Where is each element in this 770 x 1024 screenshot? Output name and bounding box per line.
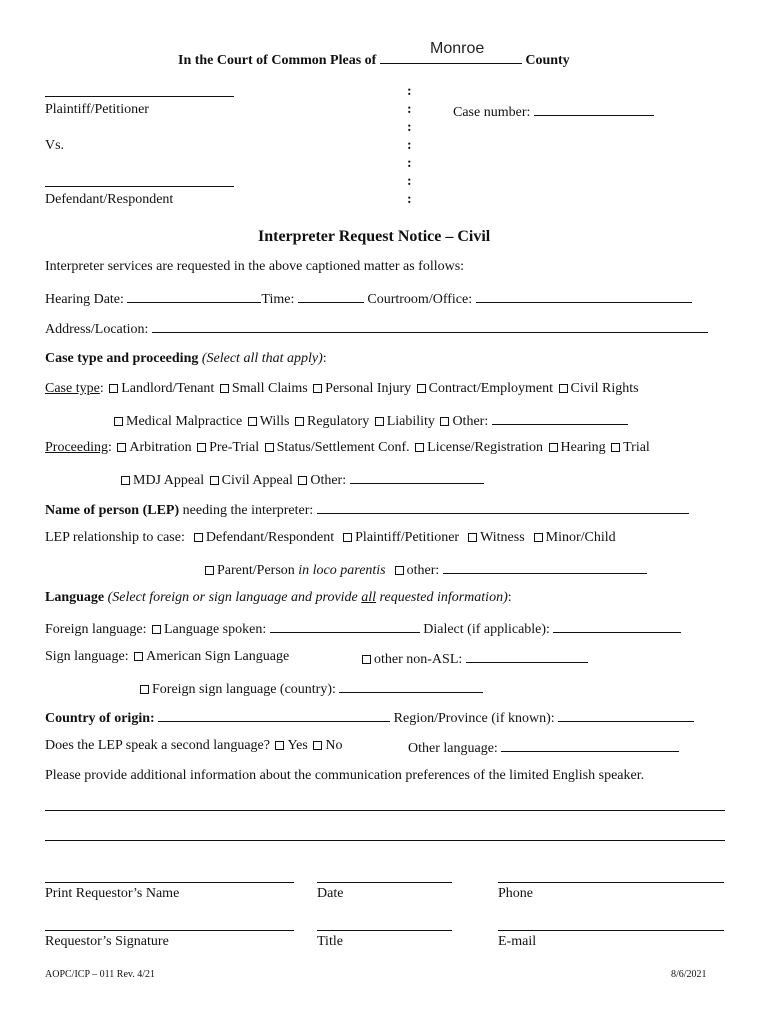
other-language-field[interactable]: [501, 738, 679, 752]
checkbox[interactable]: [298, 476, 307, 485]
checkbox[interactable]: [611, 443, 620, 452]
option-parent-italic: in loco parentis: [298, 563, 386, 578]
foreign-language-row: [45, 619, 681, 638]
proceeding-row1: [45, 440, 650, 456]
footer-date: 8/6/2021: [671, 969, 707, 980]
checkbox[interactable]: [362, 655, 371, 664]
checkbox[interactable]: [109, 384, 118, 393]
hearing-date-label: Hearing Date:: [45, 292, 124, 307]
language-note-colon: :: [507, 590, 512, 605]
title-label: Title: [317, 934, 343, 949]
option-liability: Liability: [386, 414, 435, 429]
option-relationship-other: other:: [406, 563, 440, 578]
colon-mark: :: [407, 102, 412, 117]
courtroom-field[interactable]: [476, 289, 692, 303]
option-arbitration: Arbitration: [129, 440, 192, 455]
checkbox[interactable]: [295, 417, 304, 426]
language-spoken-field[interactable]: [270, 619, 420, 633]
address-field[interactable]: [152, 319, 708, 333]
case-number: [453, 102, 654, 121]
colon-mark: :: [407, 174, 412, 189]
foreign-sign-field[interactable]: [339, 679, 483, 693]
additional-info-text: Please provide additional information about the communication preferences of the limited English speaker.: [45, 768, 645, 783]
relationship-label: LEP relationship to case:: [45, 530, 185, 545]
courtroom-label: Courtroom/Office:: [367, 292, 473, 307]
checkbox[interactable]: [313, 741, 322, 750]
checkbox[interactable]: [117, 443, 126, 452]
case-type-row1: [45, 381, 639, 397]
lep-name-label-rest: needing the interpreter:: [182, 503, 314, 518]
language-heading: [45, 590, 512, 606]
court-prefix: In the Court of Common Pleas of: [178, 53, 377, 68]
checkbox[interactable]: [549, 443, 558, 452]
checkbox[interactable]: [417, 384, 426, 393]
relationship-other-field[interactable]: [443, 560, 647, 574]
date-line[interactable]: [317, 882, 452, 883]
relationship-row2: [203, 560, 647, 579]
country-field[interactable]: [158, 708, 390, 722]
title-line[interactable]: [317, 930, 452, 931]
non-asl-label: other non-ASL:: [374, 652, 463, 667]
case-type-other-field[interactable]: [492, 411, 628, 425]
country-label: Country of origin:: [45, 711, 155, 726]
language-note-pre: (Select foreign or sign language and provide: [107, 590, 358, 605]
option-status-settlement: Status/Settlement Conf.: [276, 440, 410, 455]
option-civil-appeal: Civil Appeal: [221, 473, 293, 488]
language-note-all: all: [361, 590, 377, 605]
non-asl-row: [360, 649, 588, 668]
sign-language-label: Sign language:: [45, 649, 129, 664]
option-regulatory: Regulatory: [307, 414, 370, 429]
checkbox[interactable]: [140, 685, 149, 694]
language-note-post: requested information): [379, 590, 508, 605]
checkbox[interactable]: [205, 566, 214, 575]
colon-mark: :: [407, 120, 412, 135]
case-type-heading: [45, 351, 327, 367]
lep-name-row: [45, 500, 689, 519]
colon-mark: :: [407, 138, 412, 153]
checkbox[interactable]: [248, 417, 257, 426]
vs-label: Vs.: [45, 138, 65, 153]
option-hearing: Hearing: [560, 440, 606, 455]
hearing-date-field[interactable]: [127, 289, 261, 303]
print-name-label: Print Requestor’s Name: [45, 886, 180, 901]
lep-name-label: Name of person (LEP): [45, 503, 180, 518]
proceeding-colon: :: [107, 440, 112, 455]
address-row: [45, 319, 708, 338]
option-pre-trial: Pre-Trial: [209, 440, 260, 455]
colon-mark: :: [407, 192, 412, 207]
print-name-line[interactable]: [45, 882, 294, 883]
case-type-heading-note: (Select all that apply): [201, 351, 323, 366]
signature-label: Requestor’s Signature: [45, 934, 169, 949]
asl-label: American Sign Language: [146, 649, 290, 664]
option-personal-injury: Personal Injury: [325, 381, 412, 396]
checkbox[interactable]: [534, 533, 543, 542]
option-defendant-respondent: Defendant/Respondent: [205, 530, 335, 545]
option-landlord-tenant: Landlord/Tenant: [121, 381, 215, 396]
checkbox[interactable]: [313, 384, 322, 393]
checkbox[interactable]: [343, 533, 352, 542]
colon-mark: :: [407, 84, 412, 99]
option-proceeding-other: Other:: [310, 473, 347, 488]
phone-line[interactable]: [498, 882, 724, 883]
option-mdj-appeal: MDJ Appeal: [133, 473, 205, 488]
county-value[interactable]: Monroe: [430, 40, 485, 57]
county-suffix: County: [525, 53, 570, 68]
date-label: Date: [317, 886, 344, 901]
non-asl-field[interactable]: [466, 649, 588, 663]
plaintiff-label: Plaintiff/Petitioner: [45, 102, 149, 117]
hearing-row: [45, 289, 692, 308]
court-heading: [178, 50, 570, 69]
additional-info-line[interactable]: [45, 840, 725, 841]
foreign-language-label: Foreign language:: [45, 622, 147, 637]
checkbox[interactable]: [121, 476, 130, 485]
checkbox[interactable]: [559, 384, 568, 393]
checkbox[interactable]: [415, 443, 424, 452]
option-parent-label: Parent/Person: [217, 563, 295, 578]
case-type-colon: :: [99, 381, 104, 396]
defendant-line[interactable]: [45, 186, 234, 187]
checkbox[interactable]: [134, 652, 143, 661]
additional-info-line[interactable]: [45, 810, 725, 811]
footer-form-id: AOPC/ICP – 011 Rev. 4/21: [45, 969, 156, 980]
phone-label: Phone: [498, 886, 533, 901]
dialect-field[interactable]: [553, 619, 681, 633]
second-language-question: Does the LEP speak a second language?: [45, 738, 270, 753]
checkbox[interactable]: [395, 566, 404, 575]
case-type-heading-text: Case type and proceeding: [45, 351, 199, 366]
other-language-row: [408, 738, 679, 757]
option-other: Other:: [452, 414, 489, 429]
checkbox[interactable]: [194, 533, 203, 542]
case-type-row2: [112, 411, 628, 430]
checkbox[interactable]: [468, 533, 477, 542]
region-field[interactable]: [558, 708, 694, 722]
proceeding-row2: [119, 470, 484, 489]
address-label: Address/Location:: [45, 322, 149, 337]
language-spoken-label: Language spoken:: [163, 622, 267, 637]
option-license-registration: License/Registration: [427, 440, 543, 455]
case-number-label: Case number:: [453, 105, 531, 120]
plaintiff-line[interactable]: [45, 96, 234, 97]
signature-line[interactable]: [45, 930, 294, 931]
option-witness: Witness: [480, 530, 525, 545]
heading-colon: :: [322, 351, 327, 366]
other-language-label: Other language:: [408, 741, 498, 756]
no-label: No: [325, 738, 343, 753]
option-contract-employment: Contract/Employment: [428, 381, 554, 396]
checkbox[interactable]: [440, 417, 449, 426]
defendant-label: Defendant/Respondent: [45, 192, 174, 207]
sign-language-row: [45, 649, 289, 665]
checkbox[interactable]: [197, 443, 206, 452]
option-trial: Trial: [623, 440, 650, 455]
intro-text: Interpreter services are requested in the above captioned matter as follows:: [45, 259, 465, 274]
checkbox[interactable]: [220, 384, 229, 393]
time-field[interactable]: [298, 289, 364, 303]
second-language-row: [45, 738, 342, 754]
option-plaintiff-petitioner: Plaintiff/Petitioner: [355, 530, 460, 545]
checkbox[interactable]: [375, 417, 384, 426]
form-title: Interpreter Request Notice – Civil: [258, 228, 491, 245]
region-label: Region/Province (if known):: [393, 711, 555, 726]
colon-mark: :: [407, 156, 412, 171]
relationship-row1: [45, 530, 616, 546]
dialect-label: Dialect (if applicable):: [423, 622, 550, 637]
checkbox[interactable]: [265, 443, 274, 452]
checkbox[interactable]: [210, 476, 219, 485]
time-label: Time:: [261, 292, 295, 307]
foreign-sign-row: [138, 679, 483, 698]
option-civil-rights: Civil Rights: [570, 381, 639, 396]
option-medical-malpractice: Medical Malpractice: [126, 414, 243, 429]
lep-name-field[interactable]: [317, 500, 689, 514]
email-label: E-mail: [498, 934, 537, 949]
option-minor-child: Minor/Child: [545, 530, 616, 545]
case-number-field[interactable]: [534, 102, 654, 116]
checkbox[interactable]: [114, 417, 123, 426]
foreign-sign-label: Foreign sign language (country):: [152, 682, 336, 697]
proceeding-label: Proceeding: [45, 440, 108, 455]
option-wills: Wills: [259, 414, 290, 429]
yes-label: Yes: [287, 738, 308, 753]
checkbox[interactable]: [275, 741, 284, 750]
country-row: [45, 708, 694, 727]
checkbox[interactable]: [152, 625, 161, 634]
email-line[interactable]: [498, 930, 724, 931]
proceeding-other-field[interactable]: [350, 470, 484, 484]
option-small-claims: Small Claims: [231, 381, 308, 396]
case-type-label: Case type: [45, 381, 100, 396]
language-heading-text: Language: [45, 590, 105, 605]
